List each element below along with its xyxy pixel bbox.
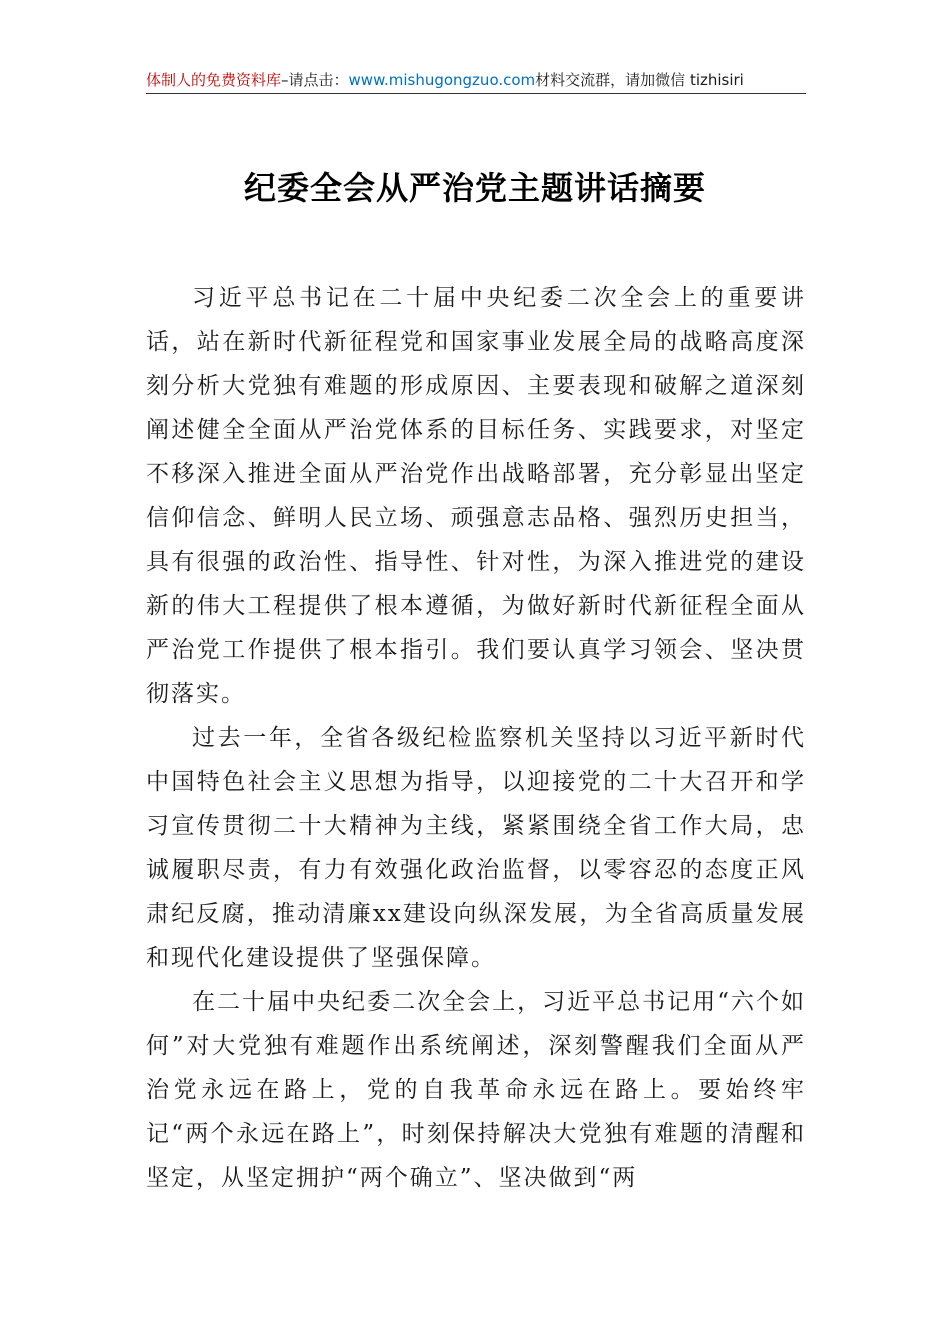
page-header — [146, 68, 806, 92]
header-brand: 体制人的免费资料库 — [146, 71, 282, 89]
paragraph-3: 在二十届中央纪委二次全会上，习近平总书记用“六个如何”对大党独有难题作出系统阐述，深刻警醒我们全面从严治党永远在路上，党的自我革命永远在路上。要始终牢记“两个永远在路上”，时刻保持解决大党独有难题的清醒和坚定，从坚定拥护“两个确立”、坚决做到“两 — [146, 989, 806, 1191]
header-tail: 材料交流群，请加微信 tizhisiri — [535, 71, 744, 89]
paragraph-1: 习近平总书记在二十届中央纪委二次全会上的重要讲话，站在新时代新征程党和国家事业发展全局的战略高度深刻分析大党独有难题的形成原因、主要表现和破解之道深刻阐述健全全面从严治党体系的目标任务、实践要求，对坚定不移深入推进全面从严治党作出战略部署，充分彰显出坚定信仰信念、鲜明人民立场、顽强意志品格、强烈历史担当，具有很强的政治性、指导性、针对性，为深入推进党的建设新的伟大工程提供了根本遵循，为做好新时代新征程全面从严治党工作提供了根本指引。我们要认真学习领会、坚决贯彻落实。 — [146, 285, 806, 707]
document-title: 纪委全会从严治党主题讲话摘要 — [243, 169, 706, 207]
header-rule — [146, 93, 806, 94]
document-body — [146, 276, 806, 1200]
paragraph-2: 过去一年，全省各级纪检监察机关坚持以习近平新时代中国特色社会主义思想为指导，以迎接党的二十大召开和学习宣传贯彻二十大精神为主线，紧紧围绕全省工作大局，忠诚履职尽责，有力有效强化政治监督，以零容忍的态度正风肃纪反腐，推动清廉xx建设向纵深发展，为全省高质量发展和现代化建设提供了坚强保障。 — [146, 725, 806, 971]
header-site-link[interactable]: www.mishugongzuo.com — [348, 71, 536, 89]
header-prompt: –请点击： — [281, 71, 349, 89]
